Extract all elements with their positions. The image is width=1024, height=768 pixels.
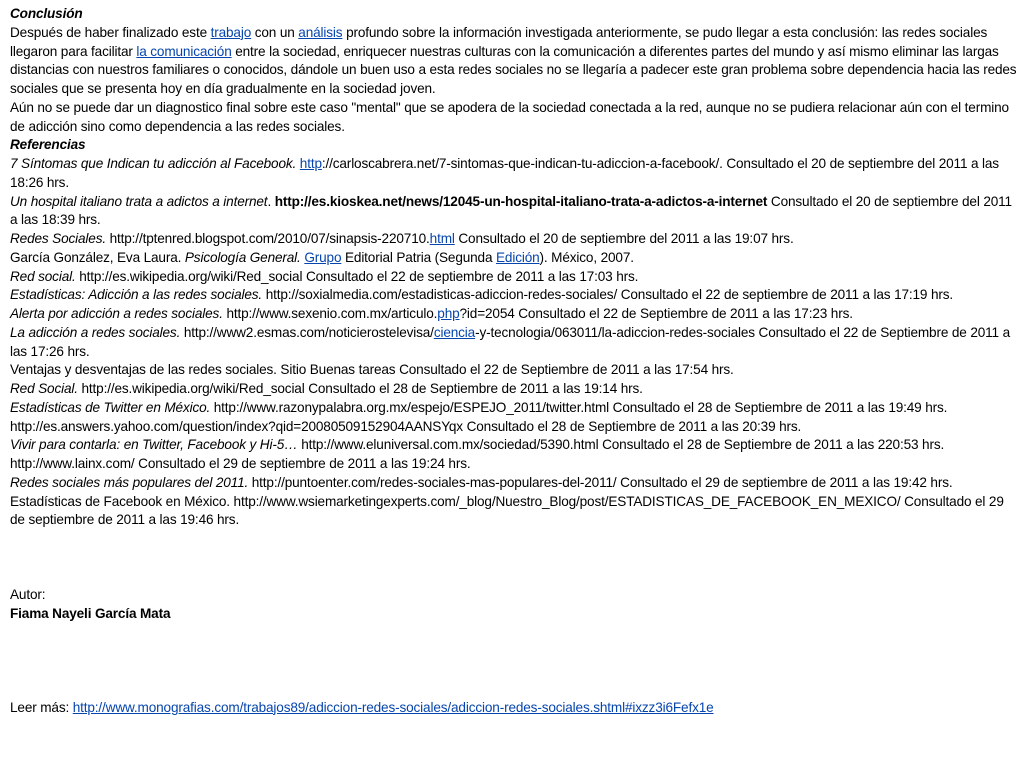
reference-title: 7 Síntomas que Indican tu adicción al Facebook.	[10, 156, 297, 171]
text-segment: ://carloscabrera.net/7-sintomas-que-indican-tu-adiccion-a-facebook/. Consultado el 20 de septiembre del 2011 a las 18:26 hrs.	[10, 156, 999, 190]
document-body	[10, 5, 1018, 718]
reference-title: Redes sociales más populares del 2011.	[10, 474, 249, 490]
text-segment: http://www2.esmas.com/noticierostelevisa/	[180, 324, 434, 340]
read-more-label: Leer más:	[10, 699, 73, 715]
link-la-comunicacion[interactable]: la comunicación	[136, 43, 232, 59]
text-segment: Consultado el 20 de septiembre del 2011 a las 18:39 hrs.	[10, 193, 1012, 228]
text-segment: http://es.wikipedia.org/wiki/Red_social Consultado el 28 de Septiembre de 2011 a las 19:14 hrs.	[77, 381, 643, 396]
reference-item-14: http://www.lainx.com/ Consultado el 29 de septiembre de 2011 a las 19:24 hrs.	[10, 456, 471, 471]
reference-item-4	[10, 249, 1018, 268]
link-trabajo[interactable]: trabajo	[210, 24, 252, 40]
text-segment: Después de haber finalizado este	[10, 24, 211, 40]
text-segment: http://es.wikipedia.org/wiki/Red_social Consultado el 22 de septiembre de 2011 a las 17:03 hrs.	[75, 268, 639, 284]
spacer	[10, 530, 1018, 586]
spacer	[10, 624, 1018, 680]
reference-item-13	[10, 436, 1018, 455]
read-more	[10, 699, 1018, 718]
link-http[interactable]: http	[299, 156, 322, 171]
reference-title: Un hospital italiano trata a adictos a internet	[10, 193, 268, 209]
references-heading: Referencias	[10, 137, 86, 153]
text-segment: http://www.sexenio.com.mx/articulo.	[222, 306, 438, 321]
text-segment: .	[267, 193, 275, 209]
reference-item-9: Ventajas y desventajas de las redes sociales. Sitio Buenas tareas Consultado el 22 de Septiembre de 2011 a las 17:54 hrs.	[10, 362, 734, 378]
text-segment: Editorial Patria (Segunda	[341, 249, 496, 265]
reference-title: Psicología General.	[184, 249, 301, 265]
reference-item-16: Estadísticas de Facebook en México. http://www.wsiemarketingexperts.com/_blog/Nuestro_Blog/post/ESTADISTICAS_DE_FACEBOOK_EN_MEXICO/ Consultado el 29 de septiembre de 2011 a las 19:46 hrs.	[10, 493, 1004, 528]
conclusion-paragraph-1	[10, 24, 1018, 99]
reference-author: García González, Eva Laura.	[10, 249, 185, 265]
reference-item-10	[10, 380, 1018, 399]
reference-item-11	[10, 399, 1018, 418]
reference-title: Red social.	[10, 268, 76, 284]
conclusion-paragraph-2: Aún no se puede dar un diagnostico final sobre este caso "mental" que se apodera de la sociedad conectada a la red, aunque no se pudiera relacionar aún con el termino de adicción sino como dependencia a las redes sociales.	[10, 99, 1009, 134]
reference-item-7	[10, 305, 1018, 324]
reference-url: http://es.kioskea.net/news/12045-un-hospital-italiano-trata-a-adictos-a-internet	[274, 193, 768, 209]
text-segment: http://tptenred.blogspot.com/2010/07/sinapsis-220710.	[105, 231, 430, 246]
link-php[interactable]: php	[437, 306, 460, 321]
reference-item-8	[10, 324, 1018, 362]
text-segment: profundo sobre la información investigada anteriormente, se pudo llegar a esta conclusión: las redes sociales llegaron para facilitar	[10, 24, 988, 59]
reference-title: Alerta por adicción a redes sociales.	[10, 306, 223, 321]
reference-item-12: http://es.answers.yahoo.com/question/index?qid=20080509152904AANSYqx Consultado el 28 de Septiembre de 2011 a las 20:39 hrs.	[10, 418, 802, 434]
spacer	[10, 680, 1018, 699]
conclusion-heading: Conclusión	[10, 6, 83, 21]
link-grupo[interactable]: Grupo	[304, 249, 342, 265]
text-segment: Consultado el 20 de septiembre del 2011 a las 19:07 hrs.	[454, 231, 794, 246]
reference-title: Red Social.	[10, 381, 78, 396]
link-edicion[interactable]: Edición	[496, 249, 540, 265]
text-segment: -y-tecnologia/063011/la-adiccion-redes-sociales Consultado el 22 de Septiembre de 2011 a las 17:26 hrs.	[10, 324, 1010, 359]
author-label: Autor:	[10, 587, 46, 603]
text-segment: http://www.razonypalabra.org.mx/espejo/ESPEJO_2011/twitter.html Consultado el 28 de Septiembre de 2011 a las 19:49 hrs.	[210, 399, 948, 415]
read-more-link[interactable]: http://www.monografias.com/trabajos89/adiccion-redes-sociales/adiccion-redes-sociales.shtml#ixzz3i6Fefx1e	[72, 699, 714, 715]
reference-item-6	[10, 286, 1018, 305]
text-segment: entre la sociedad, enriquecer nuestras culturas con la comunicación a diferentes partes del mundo y así mismo eliminar las largas distancias con nuestros familiares o conocidos, dándole un buen uso a esta redes sociales no se llegaría a padecer este gran problema sobre dependencia hacia las redes sociales que se presenta hoy en día gradualmente en la sociedad joven.	[10, 43, 1017, 96]
text-segment: http://puntoenter.com/redes-sociales-mas-populares-del-2011/ Consultado el 29 de septiembre de 2011 a las 19:42 hrs.	[248, 474, 953, 490]
reference-item-2	[10, 193, 1018, 231]
reference-title: Estadísticas de Twitter en México.	[10, 399, 211, 415]
reference-item-3	[10, 230, 1018, 249]
text-segment: ). México, 2007.	[539, 249, 634, 265]
author-name: Fiama Nayeli García Mata	[10, 606, 171, 621]
text-segment: http://www.eluniversal.com.mx/sociedad/5390.html Consultado el 28 de Septiembre de 2011 a las 220:53 hrs.	[297, 437, 945, 453]
reference-title: Redes Sociales.	[10, 231, 106, 246]
reference-item-1	[10, 155, 1018, 193]
reference-title: La adicción a redes sociales.	[10, 324, 181, 340]
reference-title: Vivir para contarla: en Twitter, Facebook y Hi-5…	[10, 437, 298, 453]
text-segment: con un	[251, 24, 299, 40]
text-segment: http://soxialmedia.com/estadisticas-adiccion-redes-sociales/ Consultado el 22 de septiembre de 2011 a las 17:19 hrs.	[262, 287, 954, 303]
link-html[interactable]: html	[429, 231, 455, 246]
reference-item-5	[10, 268, 1018, 287]
text-segment: ?id=2054 Consultado el 22 de Septiembre de 2011 a las 17:23 hrs.	[459, 306, 853, 321]
link-ciencia[interactable]: ciencia	[433, 324, 476, 340]
reference-item-15	[10, 474, 1018, 493]
link-analisis[interactable]: análisis	[298, 24, 343, 40]
reference-title: Estadísticas: Adicción a las redes sociales.	[10, 287, 263, 303]
